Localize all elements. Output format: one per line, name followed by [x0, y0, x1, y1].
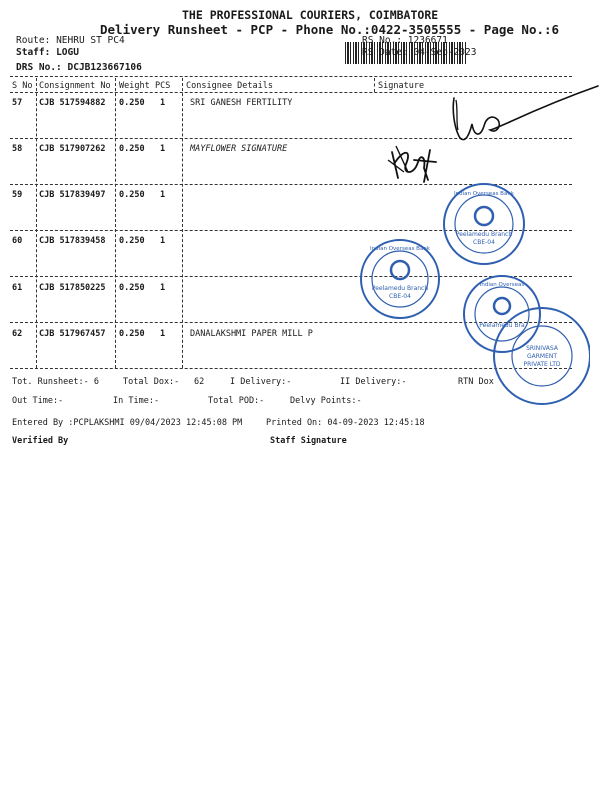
- col-header-consignee: Consignee Details: [186, 81, 273, 91]
- col-header-sno: S No: [12, 81, 33, 91]
- ii-delivery: II Delivery:-: [340, 377, 407, 387]
- in-time: In Time:-: [113, 396, 160, 406]
- row-weight: 0.250: [119, 283, 145, 293]
- row-consignment: CJB 517850225: [39, 283, 106, 293]
- company-name: THE PROFESSIONAL COURIERS, COIMBATORE: [182, 8, 439, 22]
- row-sno: 62: [12, 329, 23, 339]
- rs-no-value: 1236671: [407, 35, 448, 46]
- svg-text:SRINIVASA: SRINIVASA: [526, 345, 558, 352]
- bank-stamp: [357, 236, 443, 322]
- col-header-consignment: Consignment No: [39, 81, 111, 91]
- row-consignment: CJB 517839497: [39, 190, 106, 200]
- row-sno: 58: [12, 144, 23, 154]
- total-dox-value: 62: [194, 377, 205, 387]
- total-pod: Total POD:-: [208, 396, 265, 406]
- handwritten-signature: [384, 142, 446, 186]
- rs-no-label: RS No.:: [362, 35, 403, 46]
- staff-label: Staff:: [16, 47, 51, 58]
- svg-text:Indian Overseas Bank: Indian Overseas Bank: [453, 191, 515, 197]
- row-weight: 0.250: [119, 98, 145, 108]
- delvy-points: Delvy Points:-: [290, 396, 362, 406]
- staff-field: [16, 47, 79, 58]
- svg-text:Peelamedu Bra: Peelamedu Bra: [479, 322, 525, 329]
- svg-text:Peelamedu Branch: Peelamedu Branch: [455, 231, 513, 238]
- entered-by: Entered By :PCPLAKSHMI 09/04/2023 12:45:08 PM: [12, 418, 243, 428]
- row-weight: 0.250: [119, 329, 145, 339]
- verified-by: Verified By: [12, 436, 69, 446]
- row-weight: 0.250: [119, 236, 145, 246]
- total-runsheet: Tot. Runsheet:- 6: [12, 377, 99, 387]
- drs-field: [16, 62, 142, 73]
- route-label: Route:: [16, 35, 51, 46]
- rs-date-value: 04-Sep-2023: [413, 47, 477, 58]
- row-consignee: MAYFLOWER SIGNATURE: [190, 144, 288, 154]
- svg-text:Indian Overseas: Indian Overseas: [479, 282, 525, 288]
- row-sno: 57: [12, 98, 23, 108]
- route-value: NEHRU ST PC4: [56, 35, 125, 46]
- row-weight: 0.250: [119, 144, 145, 154]
- rs-date-field: [362, 47, 476, 58]
- column-divider: [36, 78, 37, 368]
- runsheet-title: Delivery Runsheet - PCP - Phone No.:0422-3505555 - Page No.:6: [100, 22, 560, 37]
- row-pcs: 1: [160, 329, 166, 339]
- svg-text:CBE-04: CBE-04: [389, 293, 411, 300]
- company-seal: [486, 300, 590, 410]
- row-sno: 61: [12, 283, 23, 293]
- route-field: [16, 35, 125, 46]
- total-dox-label: Total Dox:-: [123, 377, 180, 387]
- drs-label: DRS No.:: [16, 62, 62, 73]
- column-divider: [115, 78, 116, 368]
- bank-stamp: [440, 180, 528, 268]
- row-pcs: 1: [160, 236, 166, 246]
- printed-on: Printed On: 04-09-2023 12:45:18: [266, 418, 425, 428]
- svg-text:PRIVATE LTD: PRIVATE LTD: [523, 361, 561, 368]
- svg-text:GARMENT: GARMENT: [526, 353, 558, 360]
- row-sno: 59: [12, 190, 23, 200]
- drs-value: DCJB123667106: [67, 62, 142, 73]
- svg-text:Peelamedu Branch: Peelamedu Branch: [371, 285, 429, 292]
- rs-no-field: [362, 35, 448, 46]
- rtn-dox: RTN Dox: [458, 377, 494, 387]
- col-header-weight: Weight: [119, 81, 150, 91]
- col-header-signature: Signature: [378, 81, 425, 91]
- column-divider: [374, 78, 375, 92]
- svg-text:CBE-04: CBE-04: [473, 239, 495, 246]
- i-delivery: I Delivery:-: [230, 377, 292, 387]
- row-consignment: CJB 517967457: [39, 329, 106, 339]
- column-divider: [182, 78, 183, 368]
- svg-text:Indian Overseas Bank: Indian Overseas Bank: [369, 246, 431, 252]
- row-sno: 60: [12, 236, 23, 246]
- row-pcs: 1: [160, 190, 166, 200]
- rs-date-label: RS Date:: [362, 47, 408, 58]
- table-top-rule: [10, 76, 572, 77]
- out-time: Out Time:-: [12, 396, 64, 406]
- row-pcs: 1: [160, 283, 166, 293]
- row-consignee: SRI GANESH FERTILITY: [190, 98, 293, 108]
- col-header-pcs: PCS: [155, 81, 171, 91]
- staff-value: LOGU: [56, 47, 79, 58]
- row-consignee: DANALAKSHMI PAPER MILL P: [190, 329, 313, 339]
- row-consignment: CJB 517594882: [39, 98, 106, 108]
- staff-signature: Staff Signature: [270, 436, 347, 446]
- row-consignment: CJB 517907262: [39, 144, 106, 154]
- row-pcs: 1: [160, 98, 166, 108]
- handwritten-signature: [440, 80, 600, 150]
- row-weight: 0.250: [119, 190, 145, 200]
- row-pcs: 1: [160, 144, 166, 154]
- row-consignment: CJB 517839458: [39, 236, 106, 246]
